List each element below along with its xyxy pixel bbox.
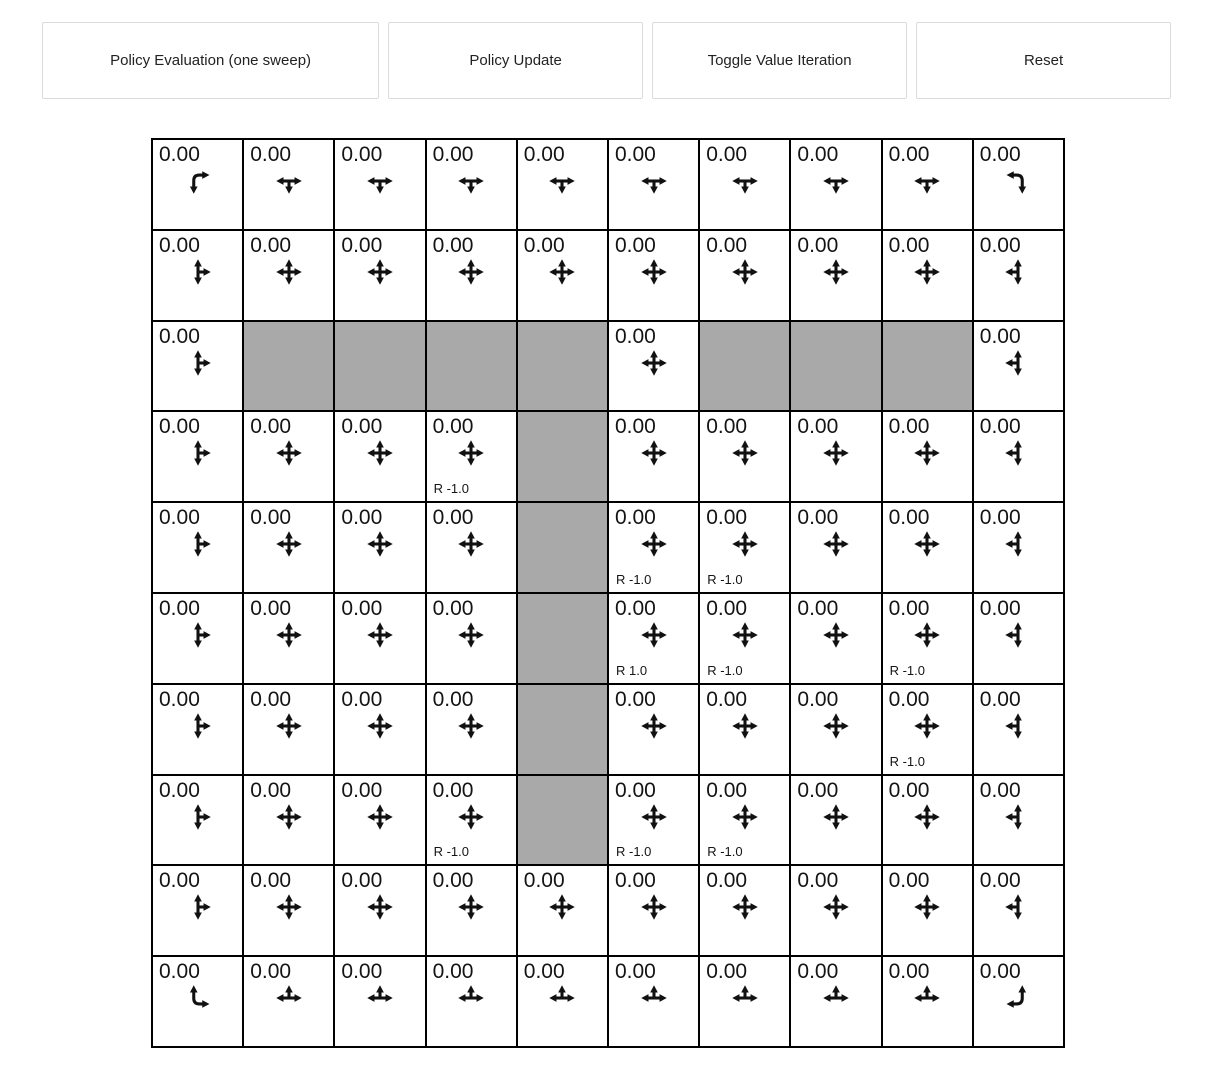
wall-cell: [334, 321, 425, 412]
grid-cell: [426, 139, 517, 230]
policy-arrows-icon: [700, 436, 789, 472]
cell-value: 0.00: [888, 687, 930, 711]
cell-value: 0.00: [250, 687, 292, 711]
wall-cell: [517, 593, 608, 684]
policy-arrows-icon: [335, 981, 424, 1017]
policy-arrows-icon: [427, 981, 516, 1017]
policy-arrows-icon: [609, 981, 698, 1017]
cell-value: 0.00: [250, 233, 292, 257]
grid-cell: [243, 684, 334, 775]
grid-cell: [152, 593, 243, 684]
policy-evaluation-button[interactable]: Policy Evaluation (one sweep): [42, 22, 379, 99]
cell-value: 0.00: [706, 506, 748, 530]
policy-arrows-icon: [791, 709, 880, 745]
cell-value: 0.00: [432, 233, 474, 257]
policy-arrows-icon: [700, 164, 789, 200]
cell-value: 0.00: [614, 233, 656, 257]
policy-arrows-icon: [883, 255, 972, 291]
grid-cell: [608, 502, 699, 593]
cell-value: 0.00: [614, 869, 656, 893]
grid-cell: [790, 502, 881, 593]
policy-arrows-icon: [700, 890, 789, 926]
policy-arrows-icon: [153, 709, 242, 745]
cell-value: 0.00: [797, 233, 839, 257]
policy-arrows-icon: [427, 709, 516, 745]
policy-arrows-icon: [609, 255, 698, 291]
cell-value: 0.00: [979, 960, 1021, 984]
cell-value: 0.00: [614, 415, 656, 439]
grid-cell: [334, 230, 425, 321]
cell-value: 0.00: [797, 415, 839, 439]
policy-arrows-icon: [153, 164, 242, 200]
grid-cell: [426, 593, 517, 684]
policy-arrows-icon: [335, 255, 424, 291]
policy-arrows-icon: [244, 709, 333, 745]
grid-cell: [243, 865, 334, 956]
cell-value: 0.00: [614, 778, 656, 802]
policy-arrows-icon: [883, 800, 972, 836]
policy-arrows-icon: [153, 890, 242, 926]
reward-label: R -1.0: [615, 572, 652, 587]
grid-cell: [790, 230, 881, 321]
cell-value: 0.00: [614, 960, 656, 984]
toolbar: [42, 22, 1171, 99]
grid-cell: [699, 139, 790, 230]
policy-arrows-icon: [883, 527, 972, 563]
policy-arrows-icon: [974, 164, 1063, 200]
policy-arrows-icon: [609, 346, 698, 382]
cell-value: 0.00: [888, 233, 930, 257]
grid-cell: [699, 411, 790, 502]
grid-cell: [882, 502, 973, 593]
policy-arrows-icon: [427, 527, 516, 563]
policy-arrows-icon: [518, 164, 607, 200]
policy-arrows-icon: [883, 709, 972, 745]
cell-value: 0.00: [341, 960, 383, 984]
cell-value: 0.00: [797, 597, 839, 620]
cell-value: 0.00: [341, 778, 383, 802]
grid-cell: [973, 230, 1064, 321]
policy-arrows-icon: [335, 890, 424, 926]
cell-value: 0.00: [159, 597, 200, 620]
policy-arrows-icon: [335, 618, 424, 654]
grid-cell: [152, 502, 243, 593]
wall-cell: [882, 321, 973, 412]
policy-arrows-icon: [700, 981, 789, 1017]
grid-cell: [517, 139, 608, 230]
policy-arrows-icon: [609, 890, 698, 926]
cell-value: 0.00: [432, 960, 474, 984]
policy-arrows-icon: [791, 436, 880, 472]
policy-arrows-icon: [791, 618, 880, 654]
cell-value: 0.00: [706, 869, 748, 893]
grid-cell: [882, 956, 973, 1047]
cell-value: 0.00: [797, 960, 839, 984]
grid-cell: [334, 956, 425, 1047]
policy-arrows-icon: [609, 527, 698, 563]
policy-arrows-icon: [244, 527, 333, 563]
cell-value: 0.00: [250, 778, 292, 802]
grid-cell: [882, 230, 973, 321]
policy-update-button[interactable]: Policy Update: [388, 22, 643, 99]
grid-cell: [973, 865, 1064, 956]
grid-cell: [152, 230, 243, 321]
cell-value: 0.00: [432, 687, 474, 711]
cell-value: 0.00: [706, 778, 748, 802]
policy-arrows-icon: [244, 981, 333, 1017]
policy-arrows-icon: [974, 346, 1063, 382]
policy-arrows-icon: [791, 255, 880, 291]
policy-arrows-icon: [609, 436, 698, 472]
policy-arrows-icon: [244, 618, 333, 654]
policy-arrows-icon: [791, 800, 880, 836]
cell-value: 0.00: [706, 143, 748, 166]
grid-cell: [973, 684, 1064, 775]
policy-arrows-icon: [609, 800, 698, 836]
cell-value: 0.00: [979, 506, 1021, 530]
grid-cell: [243, 593, 334, 684]
cell-value: 0.00: [250, 506, 292, 530]
cell-value: 0.00: [432, 869, 474, 893]
cell-value: 0.00: [341, 687, 383, 711]
policy-arrows-icon: [791, 527, 880, 563]
cell-value: 0.00: [888, 778, 930, 802]
grid-cell: [973, 139, 1064, 230]
grid-cell: [243, 956, 334, 1047]
cell-value: 0.00: [432, 415, 474, 439]
cell-value: 0.00: [341, 143, 383, 166]
cell-value: 0.00: [706, 960, 748, 984]
grid-cell: [790, 139, 881, 230]
cell-value: 0.00: [979, 869, 1021, 893]
policy-arrows-icon: [791, 890, 880, 926]
grid-cell: [790, 775, 881, 866]
cell-value: 0.00: [341, 506, 383, 530]
cell-value: 0.00: [159, 687, 200, 711]
reward-label: R -1.0: [433, 481, 469, 497]
wall-cell: [243, 321, 334, 412]
grid-cell: [152, 411, 243, 502]
policy-arrows-icon: [153, 527, 242, 563]
policy-arrows-icon: [609, 618, 698, 654]
reward-label: R -1.0: [615, 844, 652, 860]
policy-arrows-icon: [974, 527, 1063, 563]
grid-cell: [699, 775, 790, 866]
grid-cell: [152, 684, 243, 775]
grid-cell: [426, 956, 517, 1047]
cell-value: 0.00: [614, 506, 656, 530]
grid-cell: [973, 775, 1064, 866]
policy-arrows-icon: [883, 618, 972, 654]
policy-arrows-icon: [974, 255, 1063, 291]
grid-cell: [608, 684, 699, 775]
policy-arrows-icon: [883, 890, 972, 926]
cell-value: 0.00: [250, 415, 292, 439]
policy-arrows-icon: [974, 618, 1063, 654]
policy-arrows-icon: [244, 164, 333, 200]
reward-label: R -1.0: [889, 753, 925, 769]
policy-arrows-icon: [700, 255, 789, 291]
wall-cell: [426, 321, 517, 412]
grid-cell: [152, 139, 243, 230]
policy-arrows-icon: [427, 618, 516, 654]
grid-cell: [790, 593, 881, 684]
cell-value: 0.00: [250, 597, 292, 620]
cell-value: 0.00: [159, 143, 200, 166]
grid-cell: [152, 956, 243, 1047]
cell-value: 0.00: [888, 506, 930, 530]
policy-arrows-icon: [609, 709, 698, 745]
grid-cell: [517, 956, 608, 1047]
policy-arrows-icon: [974, 890, 1063, 926]
cell-value: 0.00: [432, 778, 474, 802]
grid-cell: [334, 775, 425, 866]
policy-arrows-icon: [974, 981, 1063, 1017]
cell-value: 0.00: [614, 324, 656, 348]
cell-value: 0.00: [159, 415, 200, 439]
grid-cell: [973, 321, 1064, 412]
toggle-value-iteration-button[interactable]: Toggle Value Iteration: [652, 22, 907, 99]
policy-arrows-icon: [427, 436, 516, 472]
cell-value: 0.00: [159, 506, 200, 530]
policy-arrows-icon: [153, 618, 242, 654]
cell-value: 0.00: [159, 233, 200, 257]
policy-arrows-icon: [335, 436, 424, 472]
grid-cell: [608, 593, 699, 684]
cell-value: 0.00: [979, 778, 1021, 802]
grid-cell: [426, 865, 517, 956]
grid-cell: [334, 411, 425, 502]
grid-cell: [699, 865, 790, 956]
cell-value: 0.00: [979, 687, 1021, 711]
policy-arrows-icon: [700, 800, 789, 836]
gridworld-policy-grid: [151, 138, 1065, 1048]
cell-value: 0.00: [888, 597, 930, 620]
cell-value: 0.00: [432, 143, 474, 166]
grid-cell: [334, 593, 425, 684]
cell-value: 0.00: [888, 143, 930, 166]
policy-arrows-icon: [883, 981, 972, 1017]
cell-value: 0.00: [432, 506, 474, 530]
grid-cell: [608, 775, 699, 866]
cell-value: 0.00: [797, 506, 839, 530]
policy-arrows-icon: [244, 255, 333, 291]
cell-value: 0.00: [523, 960, 565, 984]
grid-cell: [973, 593, 1064, 684]
grid-cell: [699, 502, 790, 593]
policy-arrows-icon: [791, 981, 880, 1017]
policy-arrows-icon: [153, 255, 242, 291]
policy-arrows-icon: [700, 527, 789, 563]
grid-cell: [973, 956, 1064, 1047]
grid-cell: [243, 775, 334, 866]
grid-cell: [699, 956, 790, 1047]
policy-arrows-icon: [518, 981, 607, 1017]
policy-arrows-icon: [700, 618, 789, 654]
policy-arrows-icon: [153, 436, 242, 472]
cell-value: 0.00: [797, 143, 839, 166]
grid-cell: [243, 230, 334, 321]
cell-value: 0.00: [341, 869, 383, 893]
cell-value: 0.00: [341, 233, 383, 257]
policy-arrows-icon: [335, 709, 424, 745]
cell-value: 0.00: [706, 687, 748, 711]
grid-cell: [426, 684, 517, 775]
policy-arrows-icon: [153, 981, 242, 1017]
grid-cell: [426, 502, 517, 593]
cell-value: 0.00: [250, 869, 292, 893]
cell-value: 0.00: [979, 415, 1021, 439]
cell-value: 0.00: [523, 143, 565, 166]
policy-arrows-icon: [335, 527, 424, 563]
policy-arrows-icon: [153, 346, 242, 382]
reset-button[interactable]: Reset: [916, 22, 1171, 99]
policy-arrows-icon: [427, 890, 516, 926]
grid-cell: [790, 865, 881, 956]
policy-arrows-icon: [883, 164, 972, 200]
policy-arrows-icon: [244, 436, 333, 472]
grid-cell: [882, 775, 973, 866]
cell-value: 0.00: [523, 233, 565, 257]
cell-value: 0.00: [979, 324, 1021, 348]
cell-value: 0.00: [979, 143, 1021, 166]
grid-cell: [973, 502, 1064, 593]
reward-label: R -1.0: [707, 662, 743, 678]
cell-value: 0.00: [706, 415, 748, 439]
grid-cell: [608, 865, 699, 956]
policy-arrows-icon: [700, 709, 789, 745]
cell-value: 0.00: [614, 143, 656, 166]
reward-label: R -1.0: [707, 572, 743, 587]
cell-value: 0.00: [706, 233, 748, 257]
wall-cell: [517, 502, 608, 593]
cell-value: 0.00: [614, 687, 656, 711]
grid-cell: [608, 321, 699, 412]
grid-cell: [608, 956, 699, 1047]
grid-cell: [790, 956, 881, 1047]
grid-cell: [608, 230, 699, 321]
grid-cell: [152, 775, 243, 866]
grid-cell: [882, 139, 973, 230]
cell-value: 0.00: [250, 143, 292, 166]
grid-cell: [699, 593, 790, 684]
grid-cell: [334, 139, 425, 230]
grid-cell: [790, 411, 881, 502]
cell-value: 0.00: [523, 869, 565, 893]
policy-arrows-icon: [427, 164, 516, 200]
cell-value: 0.00: [341, 415, 383, 439]
reward-label: R -1.0: [707, 844, 743, 860]
cell-value: 0.00: [888, 869, 930, 893]
policy-arrows-icon: [153, 800, 242, 836]
cell-value: 0.00: [159, 324, 200, 348]
wall-cell: [790, 321, 881, 412]
grid-cell: [426, 411, 517, 502]
wall-cell: [517, 684, 608, 775]
grid-cell: [152, 321, 243, 412]
policy-arrows-icon: [883, 436, 972, 472]
policy-arrows-icon: [974, 436, 1063, 472]
grid-cell: [334, 502, 425, 593]
policy-arrows-icon: [427, 800, 516, 836]
policy-arrows-icon: [335, 164, 424, 200]
cell-value: 0.00: [979, 597, 1021, 620]
cell-value: 0.00: [888, 415, 930, 439]
cell-value: 0.00: [614, 597, 656, 620]
reward-label: R 1.0: [615, 662, 648, 678]
cell-value: 0.00: [797, 778, 839, 802]
cell-value: 0.00: [159, 778, 200, 802]
grid-cell: [243, 411, 334, 502]
reward-label: R -1.0: [433, 844, 469, 860]
grid-cell: [517, 230, 608, 321]
wall-cell: [517, 411, 608, 502]
cell-value: 0.00: [797, 869, 839, 893]
grid-cell: [517, 865, 608, 956]
cell-value: 0.00: [159, 869, 200, 893]
policy-arrows-icon: [518, 890, 607, 926]
wall-cell: [517, 775, 608, 866]
cell-value: 0.00: [159, 960, 200, 984]
policy-arrows-icon: [244, 800, 333, 836]
policy-arrows-icon: [974, 709, 1063, 745]
cell-value: 0.00: [432, 597, 474, 620]
grid-cell: [426, 230, 517, 321]
policy-arrows-icon: [518, 255, 607, 291]
cell-value: 0.00: [706, 597, 748, 620]
wall-cell: [699, 321, 790, 412]
grid-cell: [243, 139, 334, 230]
grid-cell: [882, 593, 973, 684]
grid-cell: [334, 684, 425, 775]
cell-value: 0.00: [797, 687, 839, 711]
grid-cell: [608, 139, 699, 230]
policy-arrows-icon: [609, 164, 698, 200]
grid-cell: [882, 865, 973, 956]
cell-value: 0.00: [250, 960, 292, 984]
grid-cell: [790, 684, 881, 775]
grid-cell: [608, 411, 699, 502]
grid-cell: [426, 775, 517, 866]
grid-cell: [243, 502, 334, 593]
grid-cell: [699, 230, 790, 321]
policy-arrows-icon: [974, 800, 1063, 836]
grid-cell: [882, 411, 973, 502]
policy-arrows-icon: [427, 255, 516, 291]
policy-arrows-icon: [791, 164, 880, 200]
grid-cell: [334, 865, 425, 956]
reward-label: R -1.0: [889, 662, 925, 678]
policy-arrows-icon: [335, 800, 424, 836]
grid-cell: [699, 684, 790, 775]
cell-value: 0.00: [341, 597, 383, 620]
policy-arrows-icon: [244, 890, 333, 926]
wall-cell: [517, 321, 608, 412]
grid-cell: [882, 684, 973, 775]
grid-cell: [152, 865, 243, 956]
grid-cell: [973, 411, 1064, 502]
cell-value: 0.00: [979, 233, 1021, 257]
cell-value: 0.00: [888, 960, 930, 984]
